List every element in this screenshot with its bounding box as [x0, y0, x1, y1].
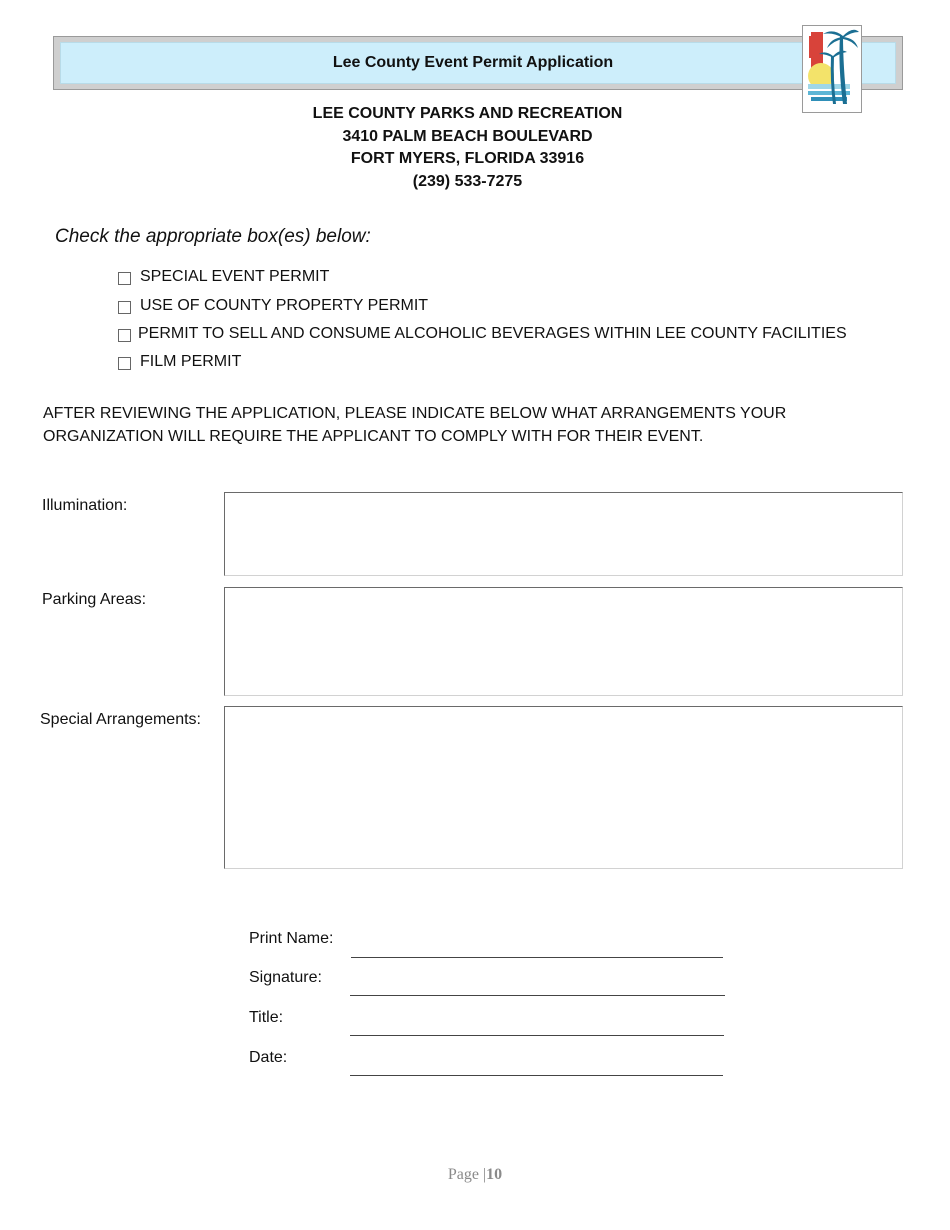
date-label: Date: — [249, 1049, 288, 1066]
special-arrangements-label: Special Arrangements: — [40, 711, 201, 728]
illumination-label: Illumination: — [42, 497, 128, 514]
permit-checkbox-list — [118, 262, 847, 376]
permit-option-label: SPECIAL EVENT PERMIT — [140, 267, 330, 285]
street-address: 3410 PALM BEACH BOULEVARD — [342, 127, 593, 145]
print-name-line[interactable] — [351, 957, 723, 958]
phone-number: (239) 533-7275 — [412, 172, 523, 190]
special-arrangements-input[interactable] — [224, 706, 903, 869]
permit-option-label: FILM PERMIT — [140, 352, 242, 370]
palm-tree-sunset-icon — [803, 26, 861, 112]
form-title: Lee County Event Permit Application — [332, 54, 614, 71]
county-property-checkbox[interactable] — [118, 301, 131, 314]
permit-option-label: PERMIT TO SELL AND CONSUME ALCOHOLIC BEVERAGES WITHIN LEE COUNTY FACILITIES — [138, 324, 847, 342]
permit-option-special-event[interactable] — [118, 262, 847, 291]
film-permit-checkbox[interactable] — [118, 357, 131, 370]
city-state-zip: FORT MYERS, FLORIDA 33916 — [350, 150, 585, 167]
signature-label: Signature: — [249, 969, 322, 986]
special-event-checkbox[interactable] — [118, 272, 131, 285]
page-number: 10 — [486, 1166, 503, 1183]
permit-option-alcohol[interactable] — [118, 320, 847, 347]
organization-name: LEE COUNTY PARKS AND RECREATION — [312, 105, 623, 122]
illumination-input[interactable] — [224, 492, 903, 576]
address-block — [0, 103, 950, 193]
date-line[interactable] — [350, 1075, 723, 1076]
title-line[interactable] — [350, 1035, 724, 1036]
permit-option-county-property[interactable] — [118, 291, 847, 320]
lee-county-logo — [802, 25, 862, 113]
title-label: Title: — [249, 1009, 284, 1026]
permit-option-label: USE OF COUNTY PROPERTY PERMIT — [140, 296, 429, 314]
header-banner — [53, 36, 903, 90]
alcohol-permit-checkbox[interactable] — [118, 329, 131, 342]
parking-areas-label: Parking Areas: — [42, 591, 147, 608]
page-footer — [0, 1166, 950, 1184]
permit-option-film[interactable] — [118, 347, 847, 376]
arrangements-notice: AFTER REVIEWING THE APPLICATION, PLEASE INDICATE BELOW WHAT ARRANGEMENTS YOUR ORGANIZATION WILL REQUIRE THE APPLICANT TO COMPLY WITH FOR THEIR EVENT. — [43, 405, 787, 445]
print-name-label: Print Name: — [249, 930, 334, 947]
checkbox-instruction: Check the appropriate box(es) below: — [55, 226, 371, 247]
signature-line[interactable] — [350, 995, 725, 996]
page-prefix: Page | — [447, 1166, 487, 1183]
header-inner — [60, 42, 896, 84]
parking-areas-input[interactable] — [224, 587, 903, 696]
